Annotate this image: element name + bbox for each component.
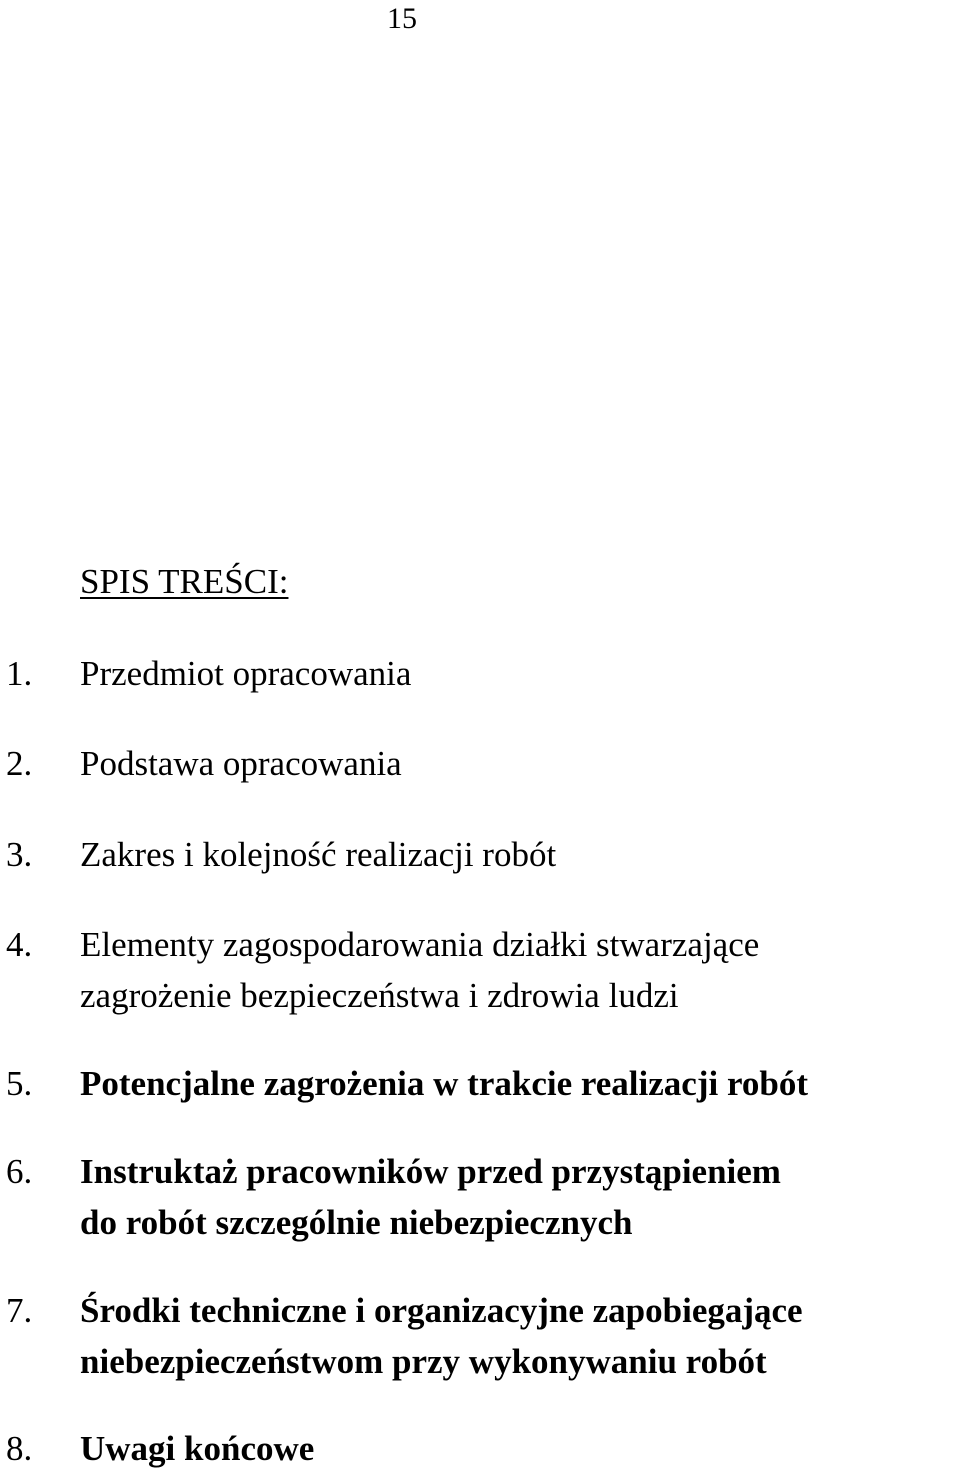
toc-item-text: [80, 1423, 314, 1474]
toc-item-line: Instruktaż pracowników przed przystąpieniem: [80, 1152, 781, 1191]
page-number: 15: [387, 2, 417, 35]
toc-item-text: [80, 829, 556, 880]
toc-title: SPIS TREŚCI:: [80, 562, 289, 601]
toc-item-number: 4.: [6, 925, 33, 964]
toc-item-text: [80, 919, 759, 1021]
toc-item-number: 3.: [6, 835, 33, 874]
toc-item-text: [80, 1146, 781, 1248]
toc-item-number: 7.: [6, 1291, 33, 1330]
toc-item-number: 6.: [6, 1152, 33, 1191]
toc-item-line: Potencjalne zagrożenia w trakcie realizacji robót: [80, 1064, 808, 1103]
toc-item-text: [80, 648, 411, 699]
toc-item-line: Podstawa opracowania: [80, 744, 402, 783]
toc-item-number: 2.: [6, 744, 33, 783]
toc-item-line: Zakres i kolejność realizacji robót: [80, 835, 557, 874]
toc-item-number: 8.: [6, 1429, 33, 1468]
toc-item-text: [80, 1285, 803, 1387]
toc-item-line: Uwagi końcowe: [80, 1429, 315, 1468]
toc-item-line: Środki techniczne i organizacyjne zapobiegające: [80, 1291, 803, 1330]
toc-item-line: Przedmiot opracowania: [80, 654, 412, 693]
toc-item-line: niebezpieczeństwom przy wykonywaniu robót: [80, 1342, 767, 1381]
toc-item-line: Elementy zagospodarowania działki stwarzające: [80, 925, 760, 964]
toc-item-number: 1.: [6, 654, 33, 693]
toc-item-text: [80, 1058, 808, 1109]
toc-item-number: 5.: [6, 1064, 33, 1103]
toc-item-line: zagrożenie bezpieczeństwa i zdrowia ludzi: [80, 976, 679, 1015]
toc-item-line: do robót szczególnie niebezpiecznych: [80, 1203, 633, 1242]
toc-item-text: [80, 738, 402, 789]
